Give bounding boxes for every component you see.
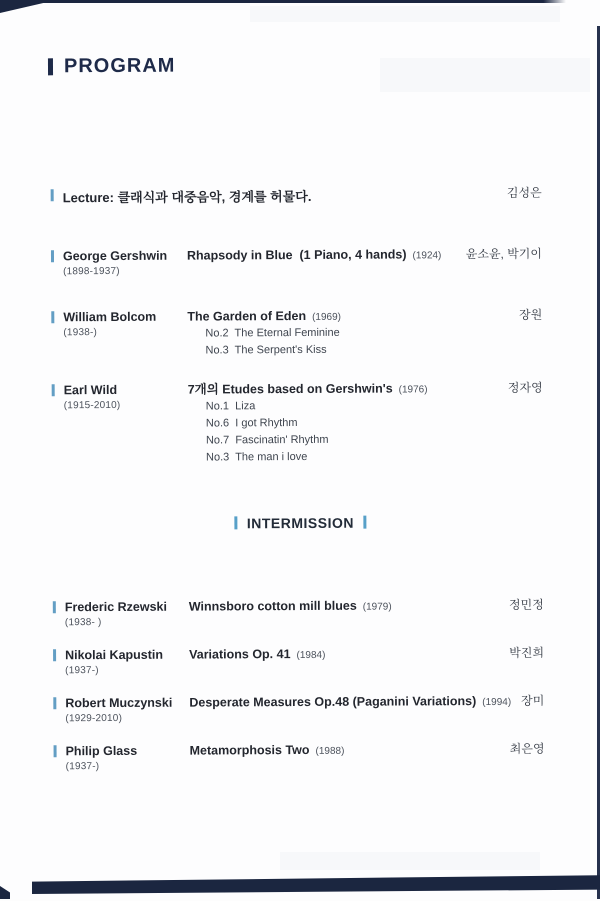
performer: 박진희 <box>509 645 545 660</box>
composer-column <box>53 599 189 629</box>
movement: No.3 The man i love <box>206 450 308 464</box>
composer-column <box>52 382 188 412</box>
composer-name: Earl Wild <box>63 382 118 398</box>
program-row-kapustin <box>53 645 544 677</box>
program-row-wild <box>52 380 543 467</box>
movement: No.2 The Eternal Feminine <box>205 326 340 340</box>
work-title: Desperate Measures Op.48 (Paganini Variations) <box>189 694 477 710</box>
lecture-label: Lecture: 클래식과 대중음악, 경계를 허물다. <box>62 188 312 206</box>
lecture-performer: 김성은 <box>506 185 542 200</box>
performer: 정자영 <box>507 380 543 395</box>
intermission-row <box>0 513 600 534</box>
page-header <box>48 55 176 79</box>
accent-bar <box>51 311 54 323</box>
composer-name: Frederic Rzewski <box>64 599 167 615</box>
work-year: (1976) <box>398 384 428 396</box>
work-column <box>189 645 509 663</box>
work-year: (1988) <box>315 745 345 757</box>
composer-column <box>51 248 187 278</box>
work-year: (1984) <box>296 649 326 662</box>
lecture-row <box>51 185 542 207</box>
accent-bar <box>53 601 56 613</box>
work-column <box>189 597 509 615</box>
accent-bar <box>53 649 56 661</box>
work-column <box>189 693 521 711</box>
composer-name: Philip Glass <box>65 743 138 759</box>
program-row-glass <box>54 741 545 773</box>
accent-bar <box>51 250 54 262</box>
composer-name: William Bolcom <box>63 309 157 325</box>
composer-column <box>53 647 189 677</box>
accent-bar <box>52 384 55 396</box>
movement: No.1 Liza <box>205 400 256 413</box>
composer-dates: (1915-2010) <box>63 399 121 412</box>
movement: No.3 The Serpent's Kiss <box>205 343 327 357</box>
work-column <box>187 307 519 359</box>
work-title: Variations Op. 41 <box>189 647 291 662</box>
work-column <box>188 380 509 466</box>
performer: 윤소윤, 박기이 <box>465 246 543 262</box>
composer-dates: (1938- ) <box>64 617 102 629</box>
performer: 장원 <box>519 307 543 322</box>
performer: 장미 <box>521 693 545 708</box>
program-row-rzewski <box>53 597 544 629</box>
movement-list <box>187 324 519 359</box>
accent-bar <box>51 189 54 201</box>
work-year: (1994) <box>482 696 512 709</box>
work-title: 7개의 Etudes based on Gershwin's <box>187 381 393 397</box>
performer: 최은영 <box>509 741 545 756</box>
composer-dates: (1938-) <box>63 327 98 339</box>
scan-edge-top <box>0 0 566 3</box>
intermission-bar-left <box>235 516 238 529</box>
lecture-left <box>51 185 507 206</box>
intermission-label: INTERMISSION <box>246 514 354 532</box>
title-accent-bar <box>48 58 53 75</box>
composer-dates: (1937-) <box>65 761 100 773</box>
work-title: The Garden of Eden <box>187 308 307 324</box>
accent-bar <box>54 745 57 757</box>
composer-name: George Gershwin <box>62 248 168 264</box>
composer-column <box>51 309 187 339</box>
composer-column <box>53 695 189 725</box>
composer-dates: (1929-2010) <box>65 712 123 725</box>
accent-bar <box>53 697 56 709</box>
program-row-gershwin <box>51 246 542 278</box>
performer: 정민정 <box>508 597 544 612</box>
movement-list <box>188 397 509 466</box>
program-row-bolcom <box>51 307 542 360</box>
work-title: Metamorphosis Two <box>189 742 310 758</box>
work-title: Rhapsody in Blue (1 Piano, 4 hands) <box>186 247 407 263</box>
composer-name: Robert Muczynski <box>65 695 173 711</box>
page-title: PROGRAM <box>63 54 176 78</box>
composer-dates: (1937-) <box>65 665 99 677</box>
movement: No.7 Fascinatin' Rhythm <box>205 433 329 447</box>
composer-name: Nikolai Kapustin <box>65 647 164 663</box>
movement: No.6 I got Rhythm <box>205 417 298 430</box>
work-year: (1924) <box>412 250 442 262</box>
work-year: (1979) <box>362 601 392 613</box>
work-column <box>190 741 510 759</box>
work-title: Winnsboro cotton mill blues <box>188 598 357 614</box>
composer-dates: (1898-1937) <box>63 265 120 278</box>
work-year: (1969) <box>312 311 342 323</box>
composer-column <box>54 743 190 773</box>
intermission-bar-right <box>363 516 366 529</box>
work-column <box>187 246 466 263</box>
program-row-muczynski <box>53 693 544 725</box>
